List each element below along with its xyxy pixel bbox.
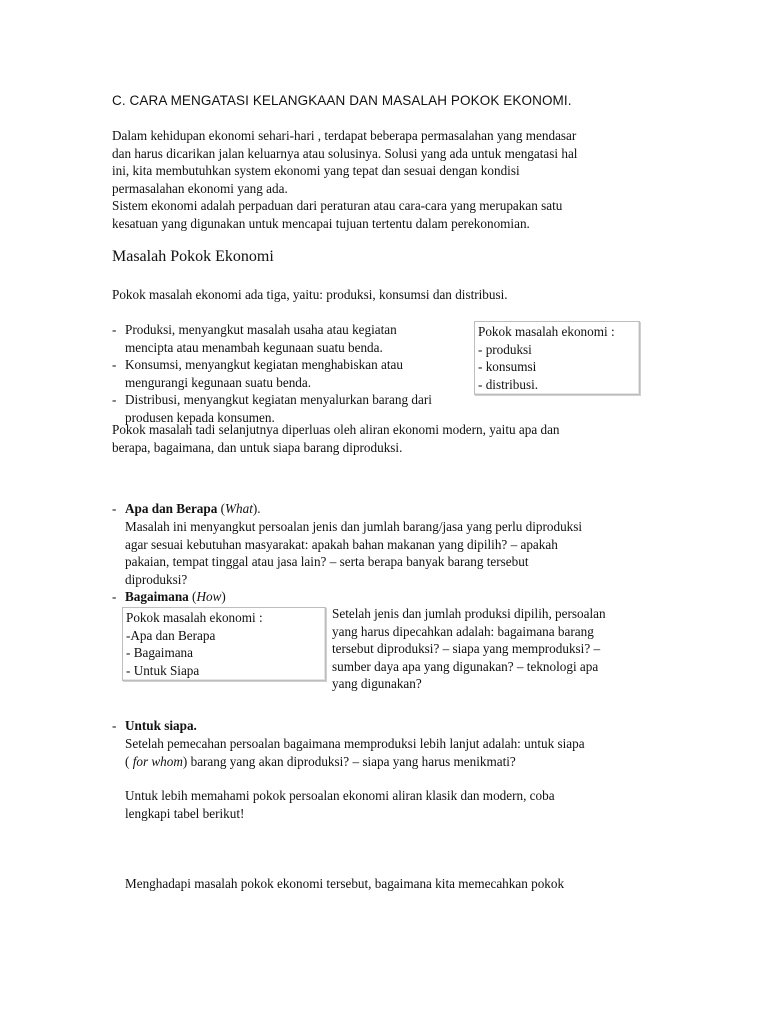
item-title: Untuk siapa.: [125, 718, 197, 733]
closing-line: Menghadapi masalah pokok ekonomi tersebut, bagaimana kita memecahkan pokok: [125, 876, 565, 891]
box-title: Pokok masalah ekonomi :: [478, 324, 615, 339]
item-title: Apa dan Berapa (What).: [125, 501, 261, 516]
box-item: - Bagaimana: [126, 645, 194, 660]
subheading-masalah-pokok: Masalah Pokok Ekonomi: [112, 248, 274, 265]
box-item: - distribusi.: [478, 376, 539, 392]
intro-line: Sistem ekonomi adalah perpaduan dari peraturan atau cara-cara yang merupakan satu: [112, 198, 563, 213]
modern-summary-box: [122, 607, 326, 681]
box-item: -Apa dan Berapa: [126, 627, 216, 643]
box-item: - konsumsi: [478, 359, 537, 374]
item-apa-berapa: - Apa dan Berapa (What).: [112, 501, 261, 516]
intro-line: ini, kita membutuhkan system ekonomi yang tepat dan sesuai dengan kondisi: [112, 163, 520, 178]
classic-problems-list: [112, 321, 477, 426]
intro-paragraph: [112, 127, 652, 232]
apa-berapa-body: Masalah ini menyangkut persoalan jenis dan jumlah barang/jasa yang perlu diproduksi agar sesuai kebutuhan masyarakat: apakah bahan makanan yang dipilih? – apakah pakaian, tempat tinggal atau jasa lain? – serta berapa banyak barang tersebut diproduksi?: [125, 519, 583, 587]
bagaimana-body: Setelah jenis dan jumlah produksi dipilih, persoalan yang harus dipecahkan adalah: bagaimana barang tersebut diproduksi? – siapa yang memproduksi? – sumber daya apa yang digunakan? – teknologi apa yang digunakan?: [332, 606, 606, 691]
item-bagaimana: - Bagaimana (How): [112, 589, 226, 604]
section-heading: C. CARA MENGATASI KELANGKAAN DAN MASALAH POKOK EKONOMI.: [112, 93, 572, 108]
item-untuk-siapa: - Untuk siapa.: [112, 718, 197, 733]
intro-line: Dalam kehidupan ekonomi sehari-hari , terdapat beberapa permasalahan yang mendasar: [112, 128, 577, 143]
intro-line: permasalahan ekonomi yang ada.: [112, 180, 288, 196]
classic-summary-box: [474, 321, 640, 395]
box-title: Pokok masalah ekonomi :: [126, 610, 263, 625]
modern-intro: Pokok masalah tadi selanjutnya diperluas oleh aliran ekonomi modern, yaitu apa dan berapa, bagaimana, dan untuk siapa barang diproduksi.: [112, 422, 560, 455]
pokok-intro: [112, 286, 652, 304]
pokok-intro-line: Pokok masalah ekonomi ada tiga, yaitu: produksi, konsumsi dan distribusi.: [112, 287, 508, 302]
item-title: Bagaimana (How): [125, 589, 226, 604]
box-item: - produksi: [478, 341, 532, 357]
intro-line: kesatuan yang digunakan untuk mencapai tujuan tertentu dalam perekonomian.: [112, 215, 530, 231]
list-item-konsumsi: - Konsumsi, menyangkut kegiatan menghabiskan atau mengurangi kegunaan suatu benda.: [112, 356, 477, 391]
list-item-distribusi: - Distribusi, menyangkut kegiatan menyalurkan barang dari produsen kepada konsumen.: [112, 391, 477, 426]
list-item-produksi: - Produksi, menyangkut masalah usaha atau kegiatan mencipta atau menambah kegunaan suatu benda.: [112, 321, 477, 356]
tabel-prompt: Untuk lebih memahami pokok persoalan ekonomi aliran klasik dan modern, coba lengkapi tabel berikut!: [125, 788, 555, 821]
intro-line: dan harus dicarikan jalan keluarnya atau solusinya. Solusi yang ada untuk mengatasi hal: [112, 145, 578, 161]
untuk-siapa-body: Setelah pemecahan persoalan bagaimana memproduksi lebih lanjut adalah: untuk siapa ( for whom) barang yang akan diproduksi? – siapa yang harus menikmati?: [125, 736, 585, 769]
box-item: - Untuk Siapa: [126, 662, 200, 678]
